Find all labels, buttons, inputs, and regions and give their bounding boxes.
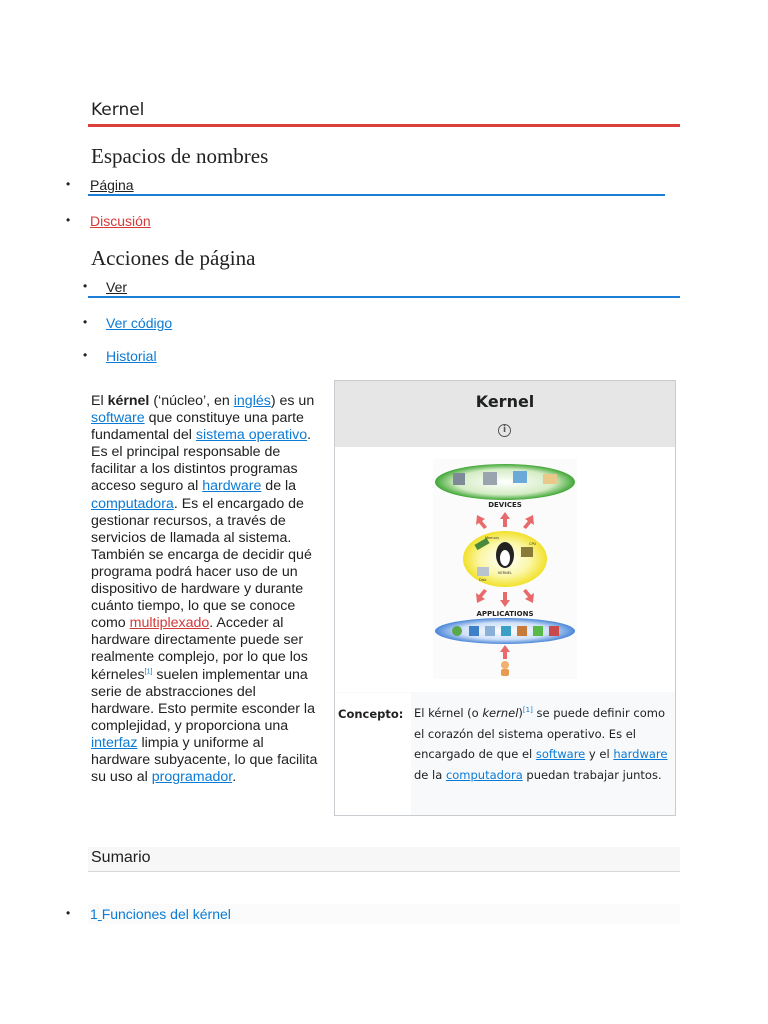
article-text: (‘núcleo’, en xyxy=(149,393,234,409)
action-link-ver[interactable]: Ver xyxy=(106,279,128,295)
kernel-diagram-svg xyxy=(433,459,577,679)
arrow-icon xyxy=(476,589,487,603)
concept-text: El kérnel (o xyxy=(414,706,483,720)
tux-belly xyxy=(500,550,510,566)
link-ingles[interactable]: inglés xyxy=(233,393,271,409)
article-bold-term: kérnel xyxy=(107,393,150,409)
concept-link-software[interactable]: software xyxy=(535,747,586,761)
concept-value-cell xyxy=(414,693,674,815)
kernel-diagram[interactable] xyxy=(433,459,577,679)
app-icon xyxy=(469,626,479,636)
bullet-icon: • xyxy=(83,279,88,293)
arrow-icon xyxy=(500,592,510,607)
concept-text: ) xyxy=(518,706,523,720)
toc-heading: Sumario xyxy=(91,849,151,866)
concept-link-hardware[interactable]: hardware xyxy=(613,747,668,761)
article-intro xyxy=(91,393,319,786)
app-icon xyxy=(485,626,495,636)
link-hardware[interactable]: hardware xyxy=(202,478,262,495)
title-underline xyxy=(88,124,680,127)
concept-text: puedan trabajar juntos. xyxy=(522,767,662,782)
app-icon xyxy=(517,626,527,636)
link-computadora[interactable]: computadora xyxy=(91,495,174,512)
selected-action-underline xyxy=(88,296,680,298)
bullet-icon: • xyxy=(83,315,88,329)
kernel-label: KERNEL xyxy=(498,571,512,575)
cpu-icon xyxy=(521,547,533,557)
monitor-icon xyxy=(513,471,527,483)
applications-label: APPLICATIONS xyxy=(476,610,534,618)
concept-label-cell xyxy=(335,693,411,815)
memory-label: Memory xyxy=(485,536,500,540)
namespace-link-pagina[interactable]: Página xyxy=(90,177,134,193)
infobox-title: Kernel xyxy=(475,392,535,411)
infobox-image-cell xyxy=(335,447,675,692)
bullet-icon: • xyxy=(66,213,71,227)
toc-divider xyxy=(88,871,680,872)
infobox-header xyxy=(335,381,675,447)
action-link-historial[interactable]: Historial xyxy=(106,348,157,364)
concept-italic-term: kernel xyxy=(482,706,519,720)
article-text: . Es el encargado de gestionar recursos, a través de servicios de llamada al sistema. También se encarga de decidir qué programa podrá hacer uso de un dispositivo de hardware y durante cuánto tiempo, lo que se conoce como xyxy=(91,495,312,632)
reference-link[interactable]: [1] xyxy=(144,667,153,675)
page-title: Kernel xyxy=(91,100,145,120)
user-icon xyxy=(501,661,509,669)
concept-text: de la xyxy=(414,767,446,782)
arrow-icon xyxy=(500,645,510,659)
article-text: . Acceder al hardware directamente puede ser realmente complejo, por lo que los kérneles xyxy=(91,615,308,683)
toc-link[interactable] xyxy=(90,906,231,922)
link-interfaz[interactable]: interfaz xyxy=(91,734,138,751)
cpu-label: CPU xyxy=(529,542,537,546)
printer-icon xyxy=(483,472,497,485)
arrow-icon xyxy=(523,515,534,529)
concept-link-computadora[interactable]: computadora xyxy=(445,767,523,782)
arrow-icon xyxy=(523,589,534,603)
bullet-icon: • xyxy=(66,177,71,191)
arrow-icon xyxy=(500,512,510,527)
article-text: . xyxy=(232,769,237,786)
app-icon xyxy=(452,626,462,636)
link-sistema-operativo[interactable]: sistema operativo xyxy=(195,427,308,444)
concept-text: y el xyxy=(585,747,614,761)
namespaces-heading: Espacios de nombres xyxy=(91,144,269,168)
action-link-ver-codigo[interactable]: Ver código xyxy=(106,315,173,331)
article-text: El xyxy=(91,393,108,409)
devices-label: DEVICES xyxy=(488,501,522,509)
app-icon xyxy=(549,626,559,636)
article-text: ) es un xyxy=(270,393,315,409)
namespace-link-discusion[interactable]: Discusión xyxy=(90,213,151,229)
concept-label: Concepto: xyxy=(338,707,404,721)
article-text: que constituye una parte fundamental del xyxy=(91,410,304,444)
speaker-icon xyxy=(453,473,465,485)
page-actions-heading: Acciones de página xyxy=(91,246,256,270)
scanner-icon xyxy=(543,474,557,484)
concept-text: se puede definir como el corazón del sistema operativo. Es el encargado de que el xyxy=(414,706,665,761)
toc-header xyxy=(88,847,680,871)
arrow-icon xyxy=(476,515,487,529)
article-text: limpia y uniforme al hardware subyacente, lo que facilita su uso al xyxy=(91,734,318,786)
article-text: . Es el principal responsable de facilitar a los distintos programas acceso seguro al xyxy=(91,427,312,495)
toc-item-label: Funciones del kérnel xyxy=(101,906,231,922)
disk-icon xyxy=(477,567,489,576)
reference-link[interactable]: [1] xyxy=(522,706,533,715)
disk-label: Disk xyxy=(479,578,487,582)
article-text: de la xyxy=(261,478,297,495)
bullet-icon: • xyxy=(83,348,88,362)
selected-tab-underline xyxy=(88,194,665,196)
app-icon xyxy=(501,626,511,636)
user-body xyxy=(501,669,509,676)
link-programador[interactable]: programador xyxy=(151,769,233,786)
link-software[interactable]: software xyxy=(91,410,145,427)
bullet-icon: • xyxy=(66,906,71,920)
infobox xyxy=(334,380,676,816)
info-icon[interactable]: i xyxy=(498,424,511,437)
link-multiplexado[interactable]: multiplexado xyxy=(129,615,210,632)
article-text: suelen implementar una serie de abstracciones del hardware. Esto permite esconder la complejidad, y proporciona una xyxy=(91,666,315,734)
toc-item-number: 1 xyxy=(90,906,98,922)
app-icon xyxy=(533,626,543,636)
